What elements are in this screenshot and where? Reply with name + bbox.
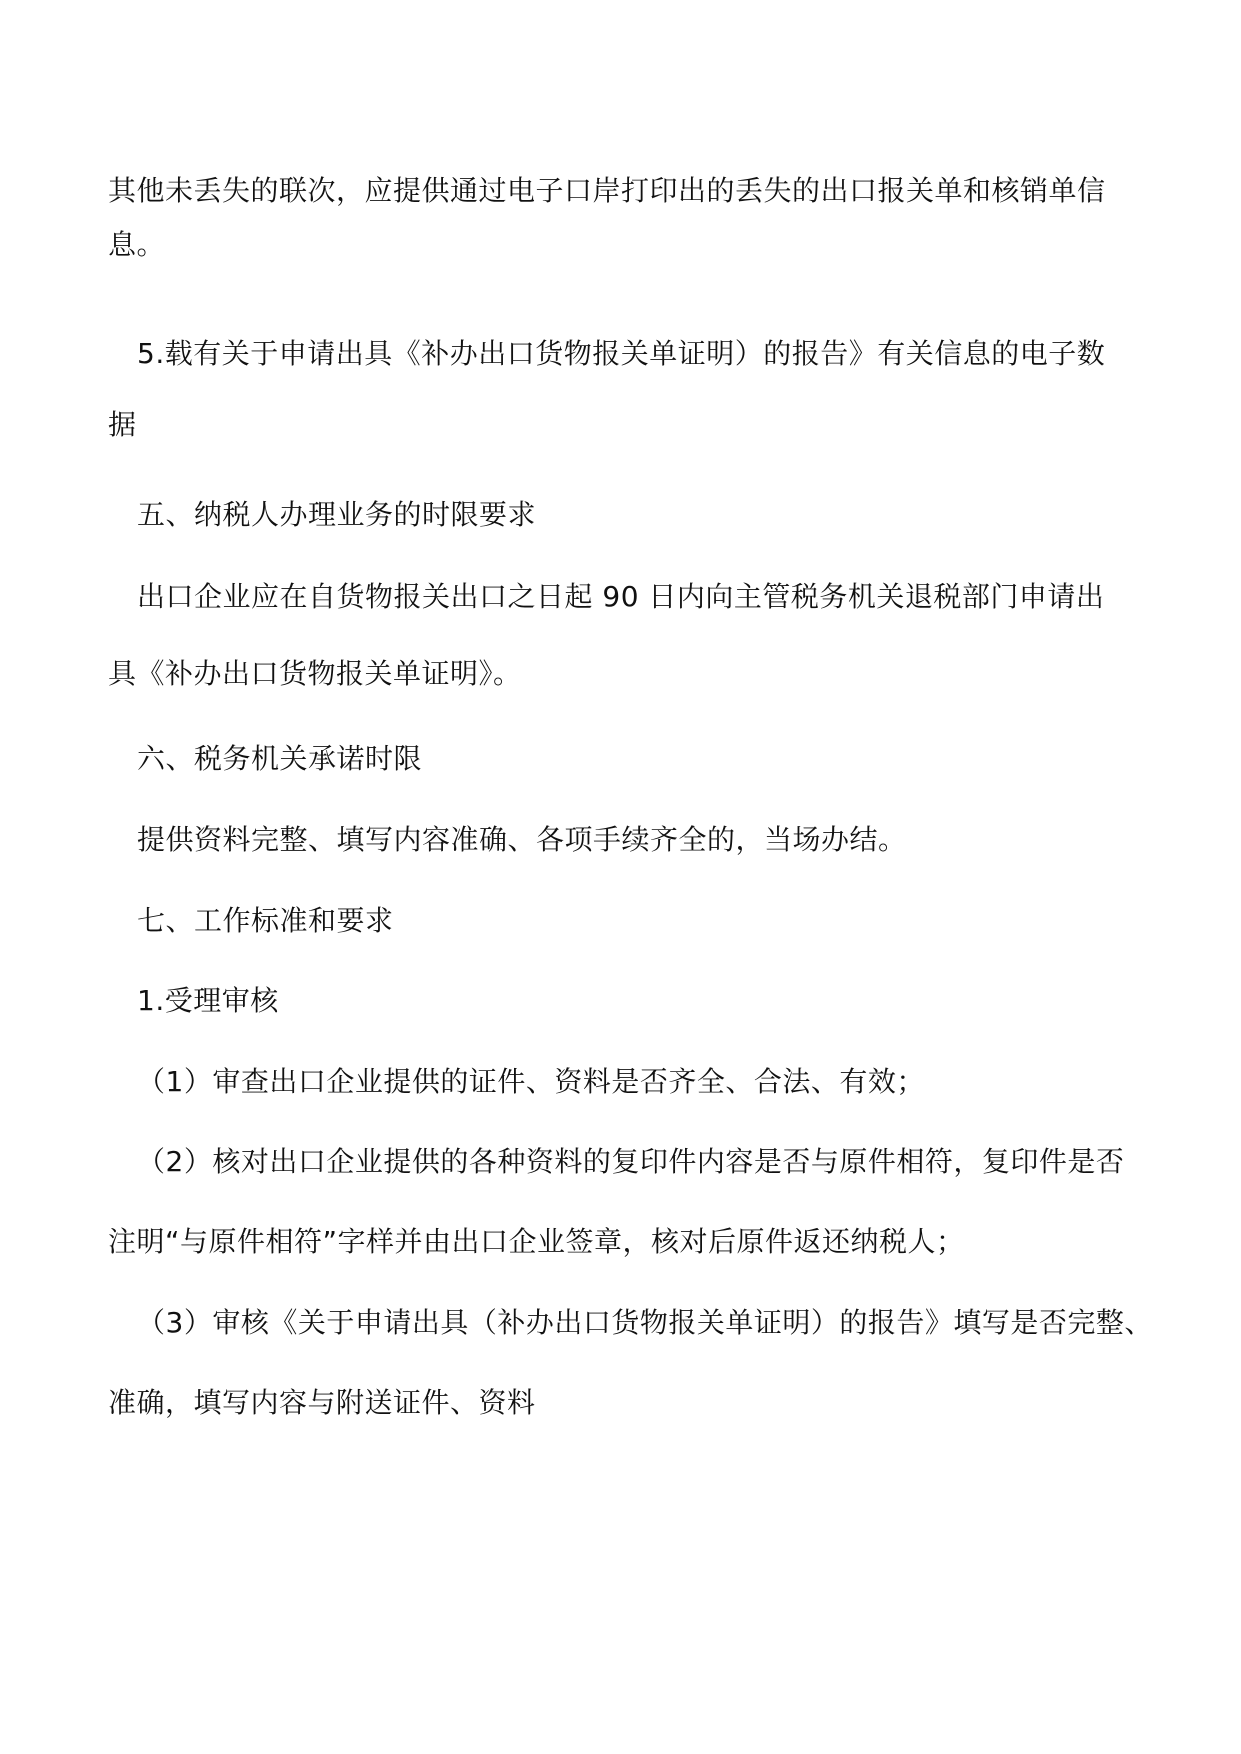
text-line-14: 注明“与原件相符”字样并由出口企业签章，核对后原件返还纳税人； bbox=[108, 1225, 965, 1258]
text-line-2: 息。 bbox=[108, 228, 166, 261]
subheading-acceptance-review: 1.受理审核 bbox=[137, 984, 279, 1017]
text-line-7: 具《补办出口货物报关单证明》。 bbox=[108, 657, 522, 690]
section-heading-5: 五、纳税人办理业务的时限要求 bbox=[137, 498, 537, 531]
section-heading-7: 七、工作标准和要求 bbox=[137, 904, 394, 937]
text-line-4: 据 bbox=[108, 408, 137, 441]
text-line-16: 准确，填写内容与附送证件、资料 bbox=[108, 1386, 536, 1419]
text-line-12: （1）审查出口企业提供的证件、资料是否齐全、合法、有效； bbox=[137, 1065, 925, 1098]
text-line-6: 出口企业应在自货物报关出口之日起 90 日内向主管税务机关退税部门申请出 bbox=[137, 580, 1105, 613]
text-line-3: 5.载有关于申请出具《补办出口货物报关单证明）的报告》有关信息的电子数 bbox=[137, 337, 1106, 370]
text-line-1: 其他未丢失的联次，应提供通过电子口岸打印出的丢失的出口报关单和核销单信 bbox=[108, 174, 1106, 207]
section-heading-6: 六、税务机关承诺时限 bbox=[137, 742, 423, 775]
text-line-9: 提供资料完整、填写内容准确、各项手续齐全的，当场办结。 bbox=[137, 823, 907, 856]
text-line-13: （2）核对出口企业提供的各种资料的复印件内容是否与原件相符，复印件是否 bbox=[137, 1145, 1125, 1178]
text-line-15: （3）审核《关于申请出具（补办出口货物报关单证明）的报告》填写是否完整、 bbox=[137, 1306, 1153, 1339]
